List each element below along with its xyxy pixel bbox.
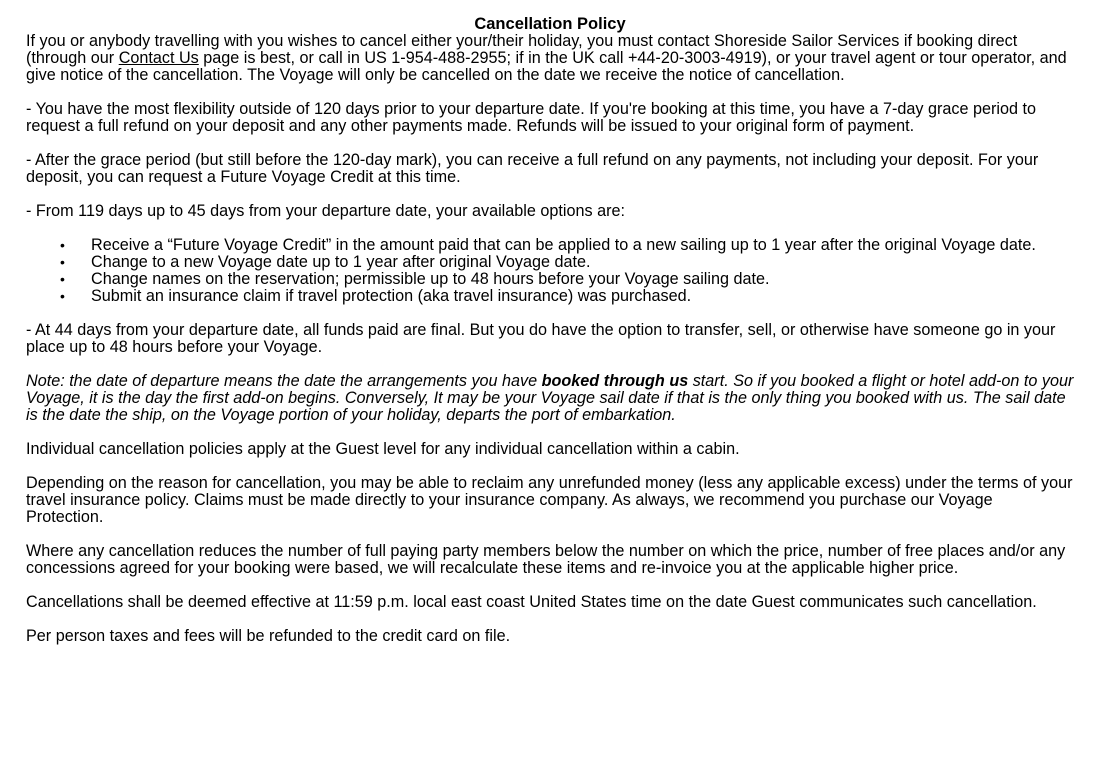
note-text-start: Note: the date of departure means the date the arrangements you have (26, 372, 542, 390)
insurance-paragraph: Depending on the reason for cancellation, you may be able to reclaim any unrefunded money (less any applicable excess) under the terms of your travel insurance policy. Claims must be made directly to your insurance company. As always, we recommend you purchase our Voyage Protection. (26, 474, 1073, 526)
effective-time-paragraph: Cancellations shall be deemed effective at 11:59 p.m. local east coast United States time on the date Guest communicates such cancellation. (26, 593, 1037, 611)
list-item-text: Change names on the reservation; permissible up to 48 hours before your Voyage sailing date. (91, 270, 770, 288)
bullet-icon: • (60, 288, 65, 304)
list-item-text: Submit an insurance claim if travel protection (aka travel insurance) was purchased. (91, 287, 692, 305)
list-item (60, 270, 1074, 288)
recalculate-paragraph: Where any cancellation reduces the number of full paying party members below the number on which the price, number of free places and/or any concessions agreed for your booking were based, we will recalculate these items and re-invoice you at the applicable higher price. (26, 542, 1066, 577)
list-item-text: Change to a new Voyage date up to 1 year after original Voyage date. (91, 253, 591, 271)
final-funds-paragraph: - At 44 days from your departure date, all funds paid are final. But you do have the option to transfer, sell, or otherwise have someone go in your place up to 48 hours before your Voyage. (26, 321, 1056, 356)
window-intro-paragraph: - From 119 days up to 45 days from your departure date, your available options are: (26, 202, 625, 220)
note-bold-text: booked through us (541, 372, 689, 390)
taxes-refund-paragraph: Per person taxes and fees will be refunded to the credit card on file. (26, 627, 511, 645)
list-item (60, 253, 1074, 271)
options-list (26, 237, 1074, 305)
grace-period-paragraph: - After the grace period (but still before the 120-day mark), you can receive a full refund on any payments, not including your deposit. For your deposit, you can request a Future Voyage Credit at this time. (26, 151, 1039, 186)
intro-text-start: If you or anybody travelling with you wishes to cancel either your/their holiday, you must contact Shoreside Sailor Services if booking direct (through our (26, 32, 1018, 67)
note-text-end: start. So if you booked a flight or hotel add-on to your Voyage, it is the day the first add-on begins. Conversely, It may be your Voyage sail date if that is the only thing you booked with us. The sail date is the date the ship, on the Voyage portion of your holiday, departs the port of embarkation. (26, 372, 1074, 424)
intro-text-end: page is best, or call in US 1-954-488-2955; if in the UK call +44-20-3003-4919), or your travel agent or tour operator, and give notice of the cancellation. The Voyage will only be cancelled on the date we receive the notice of cancellation. (26, 49, 1067, 84)
contact-us-link[interactable]: Contact Us (118, 49, 199, 67)
departure-note-paragraph (26, 373, 1074, 424)
flexibility-paragraph: - You have the most flexibility outside of 120 days prior to your departure date. If you're booking at this time, you have a 7-day grace period to request a full refund on your deposit and any other payments made. Refunds will be issued to your original form of payment. (26, 100, 1037, 135)
bullet-icon: • (60, 254, 65, 270)
intro-paragraph (26, 33, 1074, 84)
page-title: Cancellation Policy (474, 15, 626, 33)
list-item (60, 287, 1074, 305)
bullet-icon: • (60, 237, 65, 253)
bullet-icon: • (60, 271, 65, 287)
individual-policy-paragraph: Individual cancellation policies apply at the Guest level for any individual cancellation within a cabin. (26, 440, 740, 458)
list-item-text: Receive a “Future Voyage Credit” in the amount paid that can be applied to a new sailing up to 1 year after the original Voyage date. (91, 236, 1036, 254)
list-item (60, 236, 1074, 254)
